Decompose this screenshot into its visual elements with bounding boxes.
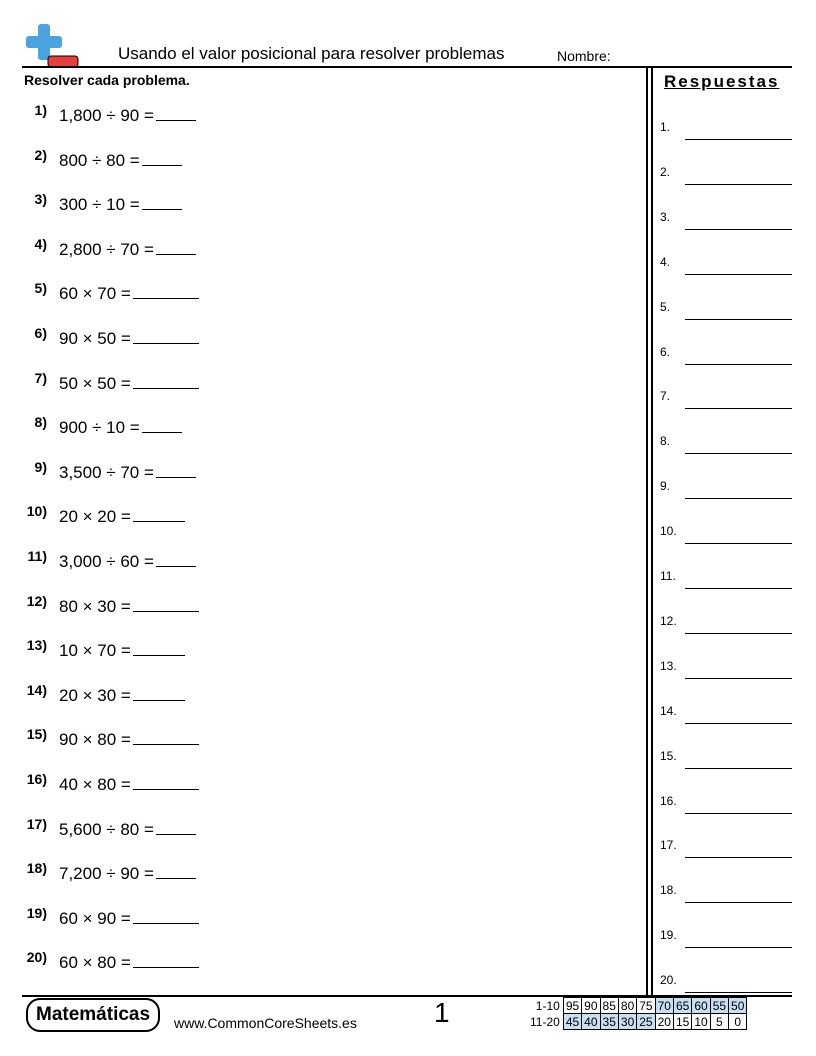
score-cell: 55: [710, 998, 728, 1014]
answer-blank[interactable]: [685, 813, 792, 814]
problem-expression: [59, 639, 185, 661]
problem-number: 9): [34, 458, 47, 475]
score-cell: 0: [729, 1014, 747, 1030]
problem-item: [0, 726, 640, 756]
answer-blank[interactable]: [685, 543, 792, 544]
answer-blank[interactable]: [685, 229, 792, 230]
score-cell: 85: [600, 998, 618, 1014]
answer-slot: [660, 434, 792, 454]
problem-expression: [59, 372, 199, 394]
problem-expression: [59, 505, 185, 527]
problem-item: [0, 191, 640, 221]
answer-column-divider: [651, 68, 653, 996]
problem-answer-blank[interactable]: [156, 818, 196, 835]
answer-slot: [660, 749, 792, 769]
problem-expression: [59, 104, 196, 126]
answer-number: 18.: [660, 883, 677, 898]
answer-slot: [660, 704, 792, 724]
problem-item: [0, 503, 640, 533]
answer-number: 10.: [660, 524, 677, 539]
answer-number: 11.: [660, 569, 676, 583]
problem-answer-blank[interactable]: [133, 505, 185, 522]
answer-slot: [660, 120, 792, 140]
answer-blank[interactable]: [685, 139, 792, 140]
problem-answer-blank[interactable]: [156, 238, 196, 255]
problem-item: [0, 102, 640, 132]
problem-number: 10): [26, 503, 47, 520]
problem-item: [0, 816, 640, 846]
problem-expression: [59, 149, 182, 171]
answer-slot: [660, 973, 792, 993]
answer-slot: [660, 345, 792, 365]
answer-slot: [660, 300, 792, 320]
score-cell: 90: [582, 998, 600, 1014]
problem-number: 1): [34, 102, 47, 118]
answer-slot: [660, 614, 792, 634]
answer-number: 2.: [660, 164, 671, 179]
answer-column-divider: [646, 68, 648, 996]
problem-number: 2): [34, 146, 47, 163]
problem-answer-blank[interactable]: [156, 461, 196, 478]
problem-item: [0, 860, 640, 890]
score-cell: 60: [692, 998, 710, 1014]
score-row-label: 1-10: [535, 998, 560, 1013]
score-cell: 30: [618, 1014, 636, 1030]
answer-slot: [660, 928, 792, 948]
problem-number: 20): [26, 949, 47, 966]
answer-blank[interactable]: [685, 274, 792, 275]
score-cell: 70: [655, 998, 673, 1014]
problem-answer-blank[interactable]: [133, 282, 199, 299]
problem-expression-text: 50 × 50 =: [59, 373, 131, 393]
problem-number: 4): [34, 235, 47, 252]
answer-blank[interactable]: [685, 768, 792, 769]
problem-expression-text: 900 ÷ 10 =: [59, 418, 140, 438]
answer-blank[interactable]: [685, 992, 792, 993]
brand-badge: Matemáticas: [26, 998, 160, 1032]
answer-slot: [660, 389, 792, 409]
answer-slot: [660, 838, 792, 858]
problem-expression-text: 60 × 70 =: [59, 284, 131, 304]
answers-heading: Respuestas: [664, 72, 780, 91]
answer-number: 6.: [660, 344, 671, 359]
problem-expression-text: 7,200 ÷ 90 =: [59, 864, 154, 884]
problem-number: 16): [26, 771, 47, 787]
problem-number: 5): [34, 280, 47, 297]
answer-number: 3.: [660, 209, 671, 224]
score-cell: 10: [692, 1014, 710, 1030]
answer-slot: [660, 479, 792, 499]
problem-answer-blank[interactable]: [133, 372, 199, 389]
problem-item: [0, 682, 640, 712]
worksheet-title: Usando el valor posicional para resolver problemas: [118, 44, 505, 63]
answer-slot: [660, 210, 792, 230]
answer-number: 16.: [660, 793, 677, 808]
score-cell: 15: [673, 1014, 691, 1030]
problem-expression: [59, 193, 182, 215]
problem-expression-text: 1,800 ÷ 90 =: [59, 106, 154, 125]
score-row: [528, 998, 747, 1014]
score-cell: 50: [729, 998, 747, 1014]
problem-expression-text: 2,800 ÷ 70 =: [59, 239, 154, 259]
answer-number: 4.: [660, 254, 671, 269]
problem-item: [0, 905, 640, 935]
header-divider: [22, 66, 792, 68]
problem-expression: [59, 461, 196, 483]
problem-number: 11): [27, 548, 47, 564]
problem-answer-blank[interactable]: [142, 193, 182, 210]
answer-slot: [660, 165, 792, 185]
problem-expression-text: 10 × 70 =: [59, 641, 131, 661]
problem-answer-blank[interactable]: [156, 104, 196, 121]
problem-expression: [59, 595, 199, 617]
answer-slot: [660, 794, 792, 814]
score-cell: 5: [710, 1014, 728, 1030]
score-cell: 35: [600, 1014, 618, 1030]
problem-answer-blank[interactable]: [133, 639, 185, 656]
problem-answer-blank[interactable]: [133, 951, 199, 968]
answer-blank[interactable]: [685, 857, 792, 858]
problem-number: 13): [26, 637, 47, 654]
problem-expression-text: 90 × 80 =: [59, 730, 131, 750]
answer-blank[interactable]: [685, 453, 792, 454]
answer-slot: [660, 255, 792, 275]
answer-number: 14.: [660, 703, 677, 718]
answer-number: 19.: [660, 928, 677, 943]
score-cell: 75: [637, 998, 655, 1014]
problem-number: 6): [34, 325, 47, 341]
problem-expression: [59, 238, 196, 260]
problem-expression-text: 20 × 20 =: [59, 507, 131, 527]
problem-number: 15): [26, 726, 47, 743]
score-cell: 65: [673, 998, 691, 1014]
problem-number: 12): [26, 592, 47, 609]
score-cell: 80: [618, 998, 636, 1014]
answer-blank[interactable]: [685, 947, 792, 948]
problem-number: 14): [26, 681, 47, 698]
plus-minus-logo-icon: [22, 24, 80, 68]
problem-answer-blank[interactable]: [133, 595, 199, 612]
problem-item: [0, 414, 640, 444]
problem-item: [0, 637, 640, 667]
problem-item: [0, 593, 640, 623]
problem-answer-blank[interactable]: [156, 550, 196, 567]
problem-expression: [59, 550, 196, 572]
problem-expression-text: 300 ÷ 10 =: [59, 195, 140, 215]
problem-answer-blank[interactable]: [133, 907, 199, 924]
problem-answer-blank[interactable]: [133, 327, 199, 344]
answer-blank[interactable]: [685, 902, 792, 903]
answer-blank[interactable]: [685, 723, 792, 724]
answer-slot: [660, 883, 792, 903]
problem-answer-blank[interactable]: [156, 862, 196, 879]
answer-blank[interactable]: [685, 633, 792, 634]
problem-expression-text: 3,500 ÷ 70 =: [59, 462, 154, 482]
problem-item: [0, 325, 640, 355]
page-number: 1: [434, 997, 450, 1028]
answer-blank[interactable]: [685, 319, 792, 320]
problem-expression-text: 80 × 30 =: [59, 596, 131, 616]
answer-number: 20.: [660, 973, 677, 988]
problem-number: 8): [34, 414, 47, 431]
answer-blank[interactable]: [685, 498, 792, 499]
score-row: [528, 1014, 747, 1030]
answer-number: 13.: [660, 658, 677, 673]
problem-number: 7): [34, 369, 47, 386]
problem-expression: [59, 907, 199, 929]
problem-expression: [59, 416, 182, 438]
answer-number: 1.: [660, 120, 671, 134]
problem-number: 3): [34, 191, 47, 208]
problem-expression-text: 60 × 90 =: [59, 908, 131, 928]
answer-slot: [660, 659, 792, 679]
problem-item: [0, 949, 640, 979]
answer-blank[interactable]: [685, 408, 792, 409]
problem-expression-text: 5,600 ÷ 80 =: [59, 819, 154, 839]
answer-number: 5.: [660, 299, 671, 314]
answer-number: 8.: [660, 434, 671, 449]
score-cell: 45: [563, 1014, 581, 1030]
answer-blank[interactable]: [685, 364, 792, 365]
score-cell: 40: [582, 1014, 600, 1030]
problem-answer-blank[interactable]: [142, 416, 182, 433]
instructions: Resolver cada problema.: [24, 72, 190, 88]
problem-expression-text: 40 × 80 =: [59, 775, 131, 794]
problem-answer-blank[interactable]: [133, 773, 199, 790]
answer-slot: [660, 524, 792, 544]
problem-answer-blank[interactable]: [142, 149, 182, 166]
problem-expression: [59, 862, 196, 884]
problem-expression-text: 60 × 80 =: [59, 953, 131, 973]
answer-number: 12.: [660, 613, 677, 628]
score-cell: 20: [655, 1014, 673, 1030]
problem-item: [0, 280, 640, 310]
answer-blank[interactable]: [685, 678, 792, 679]
problem-expression: [59, 327, 199, 349]
problem-expression-text: 800 ÷ 80 =: [59, 150, 140, 170]
score-cell: 25: [637, 1014, 655, 1030]
problem-item: [0, 147, 640, 177]
answer-slot: [660, 569, 792, 589]
problem-answer-blank[interactable]: [133, 684, 185, 701]
problem-expression-text: 3,000 ÷ 60 =: [59, 552, 154, 571]
score-cell: 95: [563, 998, 581, 1014]
problem-item: [0, 548, 640, 578]
problem-item: [0, 236, 640, 266]
problem-expression-text: 20 × 30 =: [59, 685, 131, 705]
problem-expression: [59, 728, 199, 750]
problem-expression: [59, 282, 199, 304]
problem-item: [0, 459, 640, 489]
problem-number: 19): [26, 904, 47, 921]
problem-number: 18): [26, 860, 47, 877]
answer-number: 7.: [660, 389, 671, 404]
answer-blank[interactable]: [685, 588, 792, 589]
problem-expression: [59, 818, 196, 840]
name-label: Nombre:: [557, 48, 611, 64]
answer-number: 17.: [660, 838, 677, 853]
problem-item: [0, 771, 640, 801]
problem-expression-text: 90 × 50 =: [59, 329, 131, 348]
problem-expression: [59, 951, 199, 973]
problem-number: 17): [26, 815, 47, 832]
problem-answer-blank[interactable]: [133, 728, 199, 745]
site-url: www.CommonCoreSheets.es: [174, 1015, 357, 1031]
score-row-label: 11-20: [530, 1014, 560, 1029]
answer-number: 15.: [660, 748, 677, 763]
problem-expression: [59, 684, 185, 706]
answer-blank[interactable]: [685, 184, 792, 185]
score-table: [528, 997, 747, 1030]
answer-number: 9.: [660, 479, 671, 494]
problem-item: [0, 370, 640, 400]
problem-expression: [59, 773, 199, 795]
